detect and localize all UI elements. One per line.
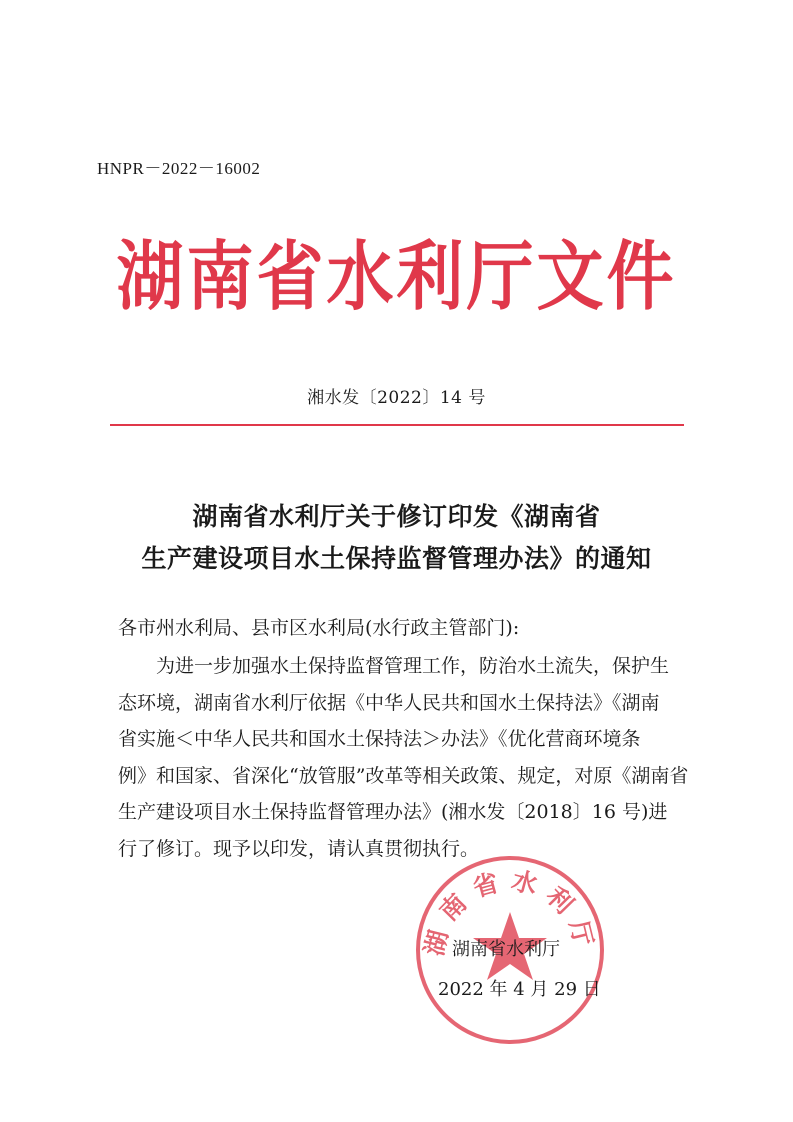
body-line: 态环境，湖南省水利厅依据《中华人民共和国水土保持法》《湖南 [118,691,660,714]
masthead-title: 湖南省水利厅文件 [116,233,677,321]
body-line: 行了修订。现予以印发，请认真贯彻执行。 [118,837,480,860]
issue-date: 2022 年 4 月 29 日 [438,979,601,1000]
signature-block [438,930,601,1010]
body-line: 省实施＜中华人民共和国水土保持法＞办法》《优化营商环境条 [118,728,641,751]
seal-text: 湖南省水利厅 [419,865,601,959]
title-line-1: 湖南省水利厅关于修订印发《湖南省 [192,502,601,531]
document-number: 湘水发〔2022〕14 号 [307,388,486,408]
issuer-name: 湖南省水利厅 [452,939,560,960]
title-line-2: 生产建设项目水土保持监督管理办法》的通知 [141,544,652,573]
document-code: HNPR－2022－16002 [97,159,261,178]
body-line: 生产建设项目水土保持监督管理办法》(湘水发〔2018〕16 号)进 [118,801,668,824]
body-line: 例》和国家、省深化“放管服”改革等相关政策、规定，对原《湖南省 [118,764,689,787]
red-divider-line [110,424,684,426]
salutation: 各市州水利局、县市区水利局(水行政主管部门): [118,617,520,639]
notice-title [0,496,793,580]
body-line: 为进一步加强水土保持监督管理工作，防治水土流失，保护生 [156,655,670,677]
body-paragraph [118,648,689,868]
